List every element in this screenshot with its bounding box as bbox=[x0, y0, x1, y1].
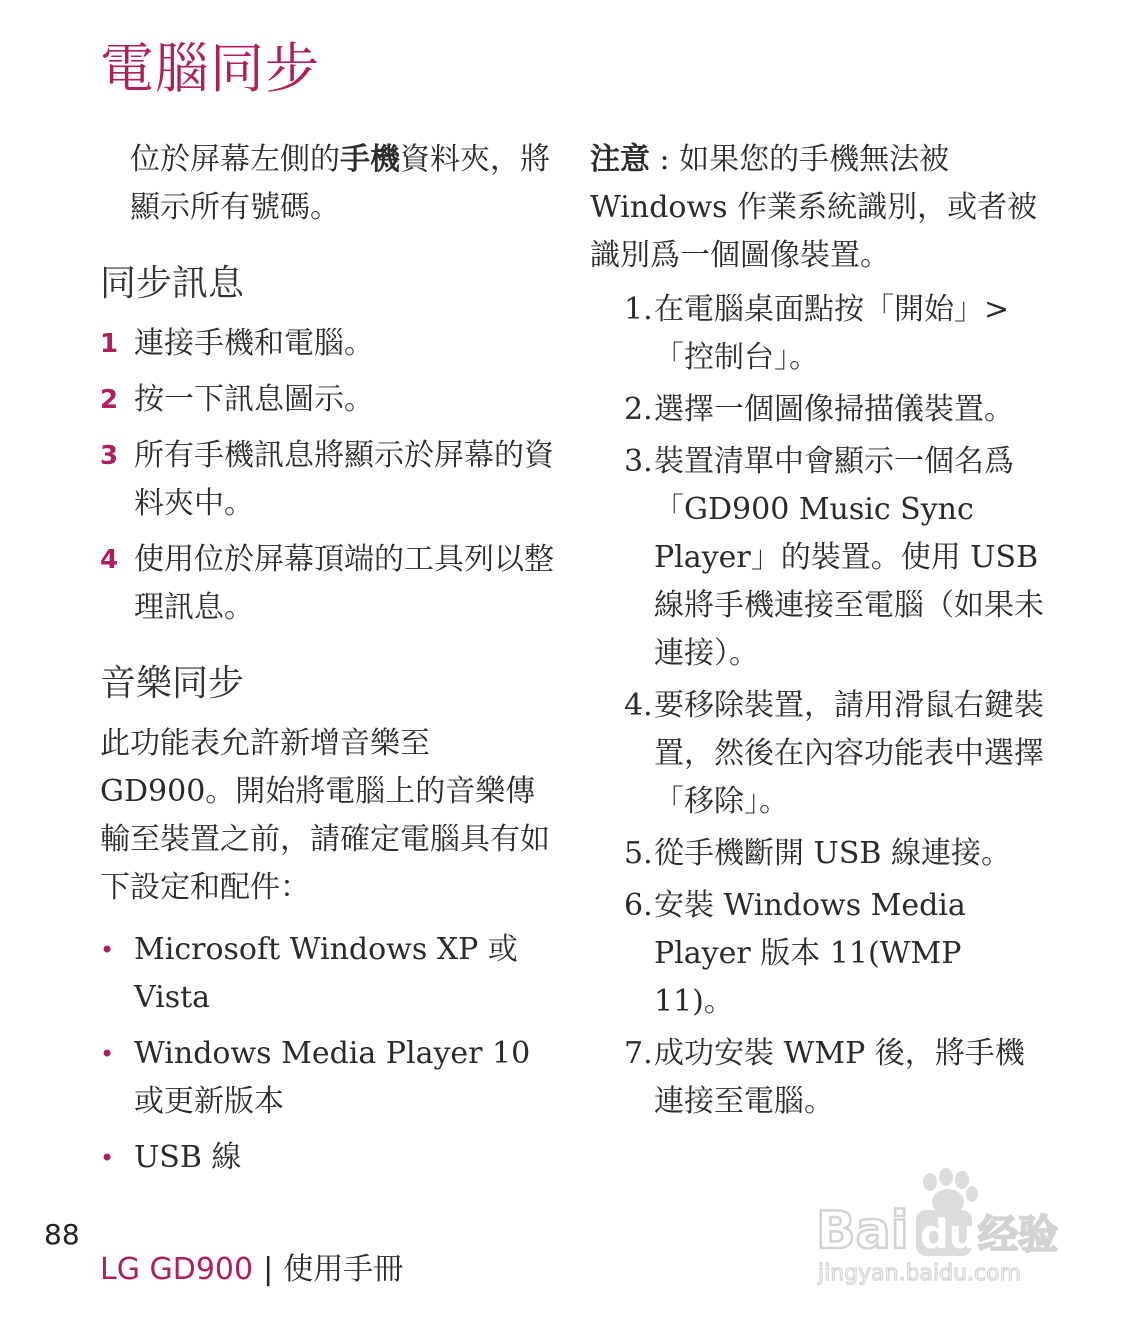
note-step-number: 7. bbox=[624, 1036, 653, 1071]
note-step-item bbox=[590, 882, 1050, 1026]
step-number: 2 bbox=[100, 385, 119, 415]
list-item-text: Windows Media Player 10 或更新版本 bbox=[134, 1036, 531, 1119]
step-item bbox=[100, 432, 560, 528]
note-step-item bbox=[590, 830, 1050, 878]
bullet-icon: • bbox=[100, 936, 115, 964]
note-label: 注意 bbox=[590, 142, 650, 177]
note-step-number: 2. bbox=[624, 392, 653, 427]
note-step-item bbox=[590, 386, 1050, 434]
music-sync-paragraph: 此功能表允許新增音樂至 GD900。開始將電腦上的音樂傳輸至裝置之前，請確定電腦具有如下設定和配件： bbox=[100, 726, 550, 905]
list-item-text: USB 線 bbox=[134, 1140, 242, 1175]
note-step-text: 裝置清單中會顯示一個名爲「GD900 Music Sync Player」的裝置。使用 USB 線將手機連接至電腦（如果未連接）。 bbox=[654, 444, 1044, 671]
note-step-item bbox=[590, 438, 1050, 678]
step-text: 使用位於屏幕頂端的工具列以整理訊息。 bbox=[134, 542, 554, 625]
step-item bbox=[100, 536, 560, 632]
step-text: 連接手機和電腦。 bbox=[134, 326, 374, 361]
step-item bbox=[100, 376, 560, 424]
note-step-number: 4. bbox=[624, 688, 653, 723]
note-step-text: 要移除裝置，請用滑鼠右鍵裝置，然後在內容功能表中選擇「移除」。 bbox=[654, 688, 1044, 819]
footer-text: 使用手冊 bbox=[283, 1252, 404, 1287]
step-text: 所有手機訊息將顯示於屏幕的資料夾中。 bbox=[134, 438, 554, 521]
step-number: 3 bbox=[100, 441, 119, 471]
note-text: : 如果您的手機無法被 Windows 作業系統識別，或者被識別爲一個圖像裝置。 bbox=[590, 142, 1038, 273]
note-step-text: 從手機斷開 USB 線連接。 bbox=[654, 836, 1011, 871]
footer bbox=[100, 1250, 403, 1290]
page-title: 電腦同步 bbox=[100, 37, 320, 100]
step-number: 1 bbox=[100, 329, 119, 359]
step-text: 按一下訊息圖示。 bbox=[134, 382, 374, 417]
note-step-text: 成功安裝 WMP 後，將手機連接至電腦。 bbox=[654, 1036, 1025, 1119]
list-item bbox=[100, 926, 560, 1022]
svg-text:Bai: Bai bbox=[816, 1201, 909, 1261]
note-paragraph bbox=[590, 136, 1050, 280]
footer-separator: | bbox=[263, 1252, 274, 1287]
note-step-text: 選擇一個圖像掃描儀裝置。 bbox=[654, 392, 1014, 427]
note-step-number: 5. bbox=[624, 836, 653, 871]
step-item bbox=[100, 320, 560, 368]
note-step-item bbox=[590, 286, 1050, 382]
intro-bold-phone: 手機 bbox=[340, 142, 400, 177]
note-step-item bbox=[590, 682, 1050, 826]
svg-text:经验: 经验 bbox=[978, 1212, 1058, 1258]
baidu-jingyan-watermark-logo bbox=[812, 1168, 1082, 1288]
paw-icon bbox=[923, 1168, 978, 1215]
right-column bbox=[590, 136, 1050, 1130]
svg-text:du: du bbox=[920, 1212, 978, 1258]
note-step-number: 6. bbox=[624, 888, 653, 923]
section-heading-music-sync: 音樂同步 bbox=[100, 663, 245, 704]
bullet-icon: • bbox=[100, 1144, 115, 1172]
sync-messages-steps bbox=[100, 320, 560, 632]
note-step-number: 1. bbox=[624, 292, 653, 327]
note-steps bbox=[590, 286, 1050, 1126]
note-step-item bbox=[590, 1030, 1050, 1126]
note-step-text: 安裝 Windows Media Player 版本 11(WMP 11)。 bbox=[654, 888, 966, 1019]
list-item bbox=[100, 1134, 560, 1182]
requirements-list bbox=[100, 926, 560, 1182]
note-step-number: 3. bbox=[624, 444, 653, 479]
svg-text:jingyan.baidu.com: jingyan.baidu.com bbox=[818, 1261, 1022, 1286]
step-number: 4 bbox=[100, 545, 119, 575]
section-heading-sync-messages: 同步訊息 bbox=[100, 263, 245, 304]
bullet-icon: • bbox=[100, 1040, 115, 1068]
left-column bbox=[100, 136, 560, 1190]
footer-brand: LG GD900 bbox=[100, 1252, 254, 1287]
intro-paragraph: 位於屏幕左側的手機資料夾，將顯示所有號碼。 bbox=[130, 142, 550, 225]
list-item-text: Microsoft Windows XP 或 Vista bbox=[134, 932, 518, 1015]
page-number: 88 bbox=[44, 1218, 80, 1251]
list-item bbox=[100, 1030, 560, 1126]
note-step-text: 在電腦桌面點按「開始」>「控制台」。 bbox=[654, 292, 1010, 375]
